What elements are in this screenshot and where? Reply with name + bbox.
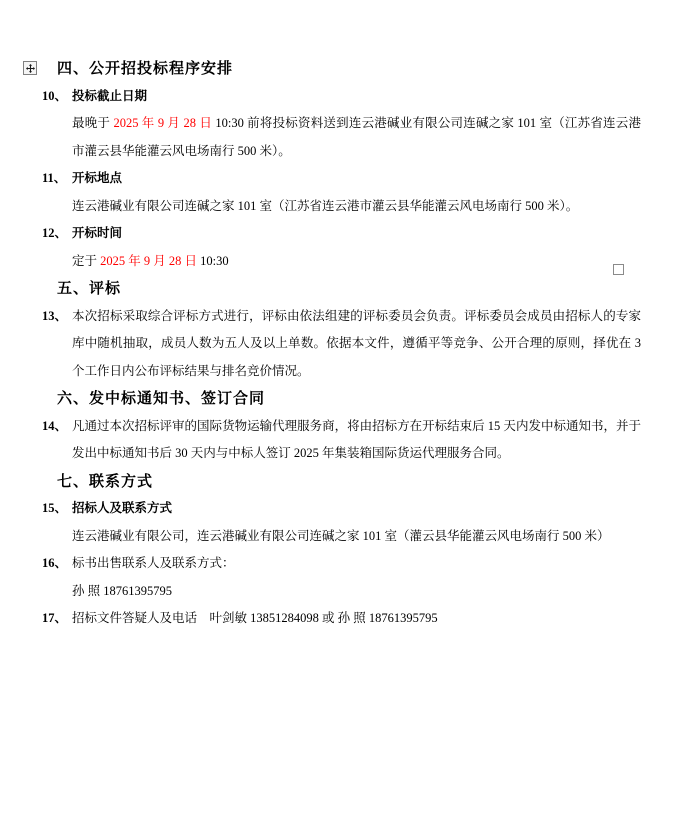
move-handle-icon[interactable] xyxy=(23,61,37,75)
four-direction-arrow-icon xyxy=(26,64,35,73)
item-number: 15、 xyxy=(42,501,68,515)
item-number: 10、 xyxy=(42,88,68,103)
section-heading-4: 四、公开招投标程序安排 xyxy=(57,60,234,77)
text-segment: 定于 xyxy=(72,253,101,268)
list-item-12 xyxy=(40,220,641,275)
opening-date-text: 2025 年 9 月 28 日 xyxy=(100,253,198,268)
list-item-13 xyxy=(40,303,641,386)
item-title: 标书出售联系人及联系方式： xyxy=(72,556,235,570)
item-body: 连云港碱业有限公司，连云港碱业有限公司连碱之家 101 室（灌云县华能灌云风电场南行 500 米） xyxy=(72,528,610,543)
section-heading-6: 六、发中标通知书、签订合同 xyxy=(57,390,266,407)
text-segment: 10:30 前将投标资料送到连云港碱业有限公司连碱之家 101 室（江苏省连云港市灌云县华能灌云风电场南行 500 米）。 xyxy=(72,116,641,158)
item-number: 11、 xyxy=(42,171,67,185)
item-number: 17、 xyxy=(42,611,68,625)
list-item-14 xyxy=(40,413,641,468)
item-title: 开标时间 xyxy=(72,226,123,240)
item-body xyxy=(72,248,641,276)
item-body: 招标文件答疑人及电话 叶剑敏 13851284098 或 孙 照 18761395795 xyxy=(72,611,438,625)
item-title: 开标地点 xyxy=(72,171,123,185)
section-heading-5: 五、评标 xyxy=(57,280,122,297)
item-title: 招标人及联系方式 xyxy=(72,501,173,515)
list-item-17 xyxy=(40,605,641,633)
list-item-15 xyxy=(40,495,641,550)
section-heading-7: 七、联系方式 xyxy=(57,472,154,490)
item-body: 凡通过本次招标评审的国际货物运输代理服务商，将由招标方在开标结束后 15 天内发中标通知书，并于发出中标通知书后 30 天内与中标人签订 2025 年集装箱国际货运代理服务合同。 xyxy=(72,418,641,460)
deadline-date-text: 2025 年 9 月 28 日 xyxy=(113,116,213,130)
item-number: 16、 xyxy=(42,556,68,570)
list-item-16 xyxy=(40,550,641,605)
item-number: 12、 xyxy=(42,226,68,240)
item-body xyxy=(72,110,641,165)
item-number: 13、 xyxy=(42,308,68,323)
item-title: 投标截止日期 xyxy=(72,88,148,103)
contact-phone-text: 孙 照 18761395795 xyxy=(72,583,173,598)
item-body: 本次招标采取综合评标方式进行，评标由依法组建的评标委员会负责。评标委员会成员由招标人的专家库中随机抽取，成员人数为五人及以上单数。依据本文件，遵循平等竞争、公开合理的原则，择优在 3 个工作日内公布评标结果与排名竞价情况。 xyxy=(72,308,641,378)
document-content xyxy=(40,41,641,633)
list-item-10 xyxy=(40,83,641,166)
text-segment: 10:30 xyxy=(197,253,229,268)
list-item-11 xyxy=(40,165,641,220)
text-segment: 最晚于 xyxy=(72,116,114,130)
item-number: 14、 xyxy=(42,418,68,433)
item-body: 连云港碱业有限公司连碱之家 101 室（江苏省连云港市灌云县华能灌云风电场南行 500 米）。 xyxy=(72,198,579,213)
